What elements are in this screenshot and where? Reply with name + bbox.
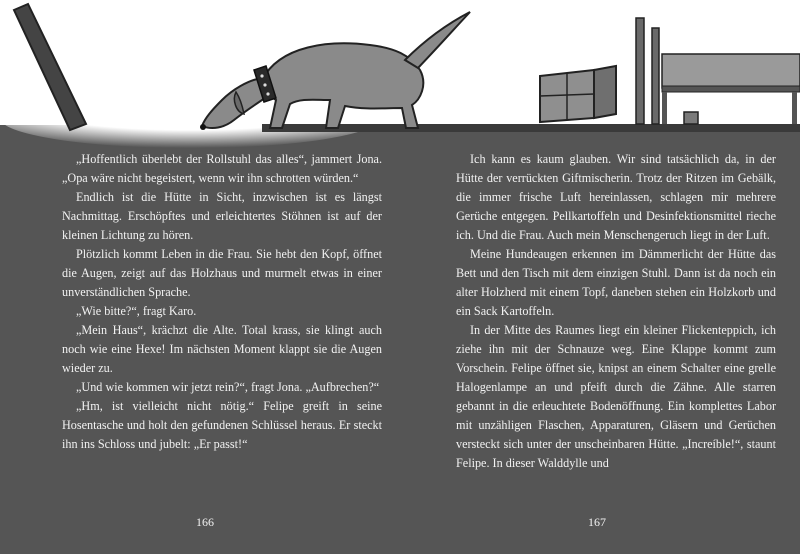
left-page-text <box>62 150 382 454</box>
paragraph: „Hoffentlich überlebt der Rollstuhl das alles“, jammert Jona. „Opa wäre nicht begeistert, wenn wir ihn schrotten würden.“ <box>62 152 382 185</box>
paragraph: In der Mitte des Raumes liegt ein kleiner Flickenteppich, ich ziehe ihn mit der Schnauze weg. Eine Klappe kommt zum Vorschein. Felipe öffnet sie, knipst an einem Schalter eine grelle Halogenlampe an und pfeift durch die Zähne. Alle starren gebannt in die erleuchtete Bodenöffnung. Ein komplettes Labor mit unzähligen Flaschen, Apparaturen, Gläsern und Gerüchen versteckt sich unter der unscheinbaren Hütte. „Increíble!“, staunt Felipe. In dieser Walddylle und <box>456 323 776 470</box>
paragraph: Endlich ist die Hütte in Sicht, inzwischen ist es längst Nachmittag. Erschöpftes und erleichtertes Stöhnen ist auf der kleinen Lichtung zu hören. <box>62 190 382 242</box>
paragraph: „Hm, ist vielleicht nicht nötig.“ Felipe greift in seine Hosentasche und holt den gefundenen Schlüssel heraus. Er steckt ihn ins Schloss und jubelt: „Er passt!“ <box>62 399 382 451</box>
paragraph: Ich kann es kaum glauben. Wir sind tatsächlich da, in der Hütte der verrückten Giftmischerin. Trotz der Ritzen im Gebälk, die immer frische Luft hereinlassen, schlagen mir mehrere Gerüche entgegen. Pellkartoffeln und Desinfektionsmittel rieche ich. Und die Frau. Auch mein Menschengeruch liegt in der Luft. <box>456 152 776 242</box>
paragraph: Plötzlich kommt Leben in die Frau. Sie hebt den Kopf, öffnet die Augen, zeigt auf das Holzhaus und murmelt etwas in einer unverständlichen Sprache. <box>62 247 382 299</box>
paragraph: „Wie bitte?“, fragt Karo. <box>76 304 197 318</box>
right-page-text <box>456 150 776 473</box>
bowl <box>684 112 698 124</box>
page-number-left: 166 <box>196 515 214 529</box>
illustration-dog-in-hut <box>0 0 800 160</box>
page-number-right: 167 <box>588 515 606 529</box>
paragraph: Meine Hundeaugen erkennen im Dämmerlicht der Hütte das Bett und den Tisch mit dem einzigen Stuhl. Dann ist da noch ein alter Holzherd mit einem Topf, daneben stehen ein Holzkorb und ein Sack Kartoffeln. <box>456 247 776 318</box>
cardboard-box <box>540 66 616 122</box>
paragraph: „Mein Haus“, krächzt die Alte. Total krass, sie klingt auch noch wie eine Hexe! Im nächsten Moment klappt sie die Augen wieder zu. <box>62 323 382 375</box>
floorboard <box>262 124 800 132</box>
paragraph: „Und wie kommen wir jetzt rein?“, fragt Jona. „Aufbrechen?“ <box>76 380 380 394</box>
